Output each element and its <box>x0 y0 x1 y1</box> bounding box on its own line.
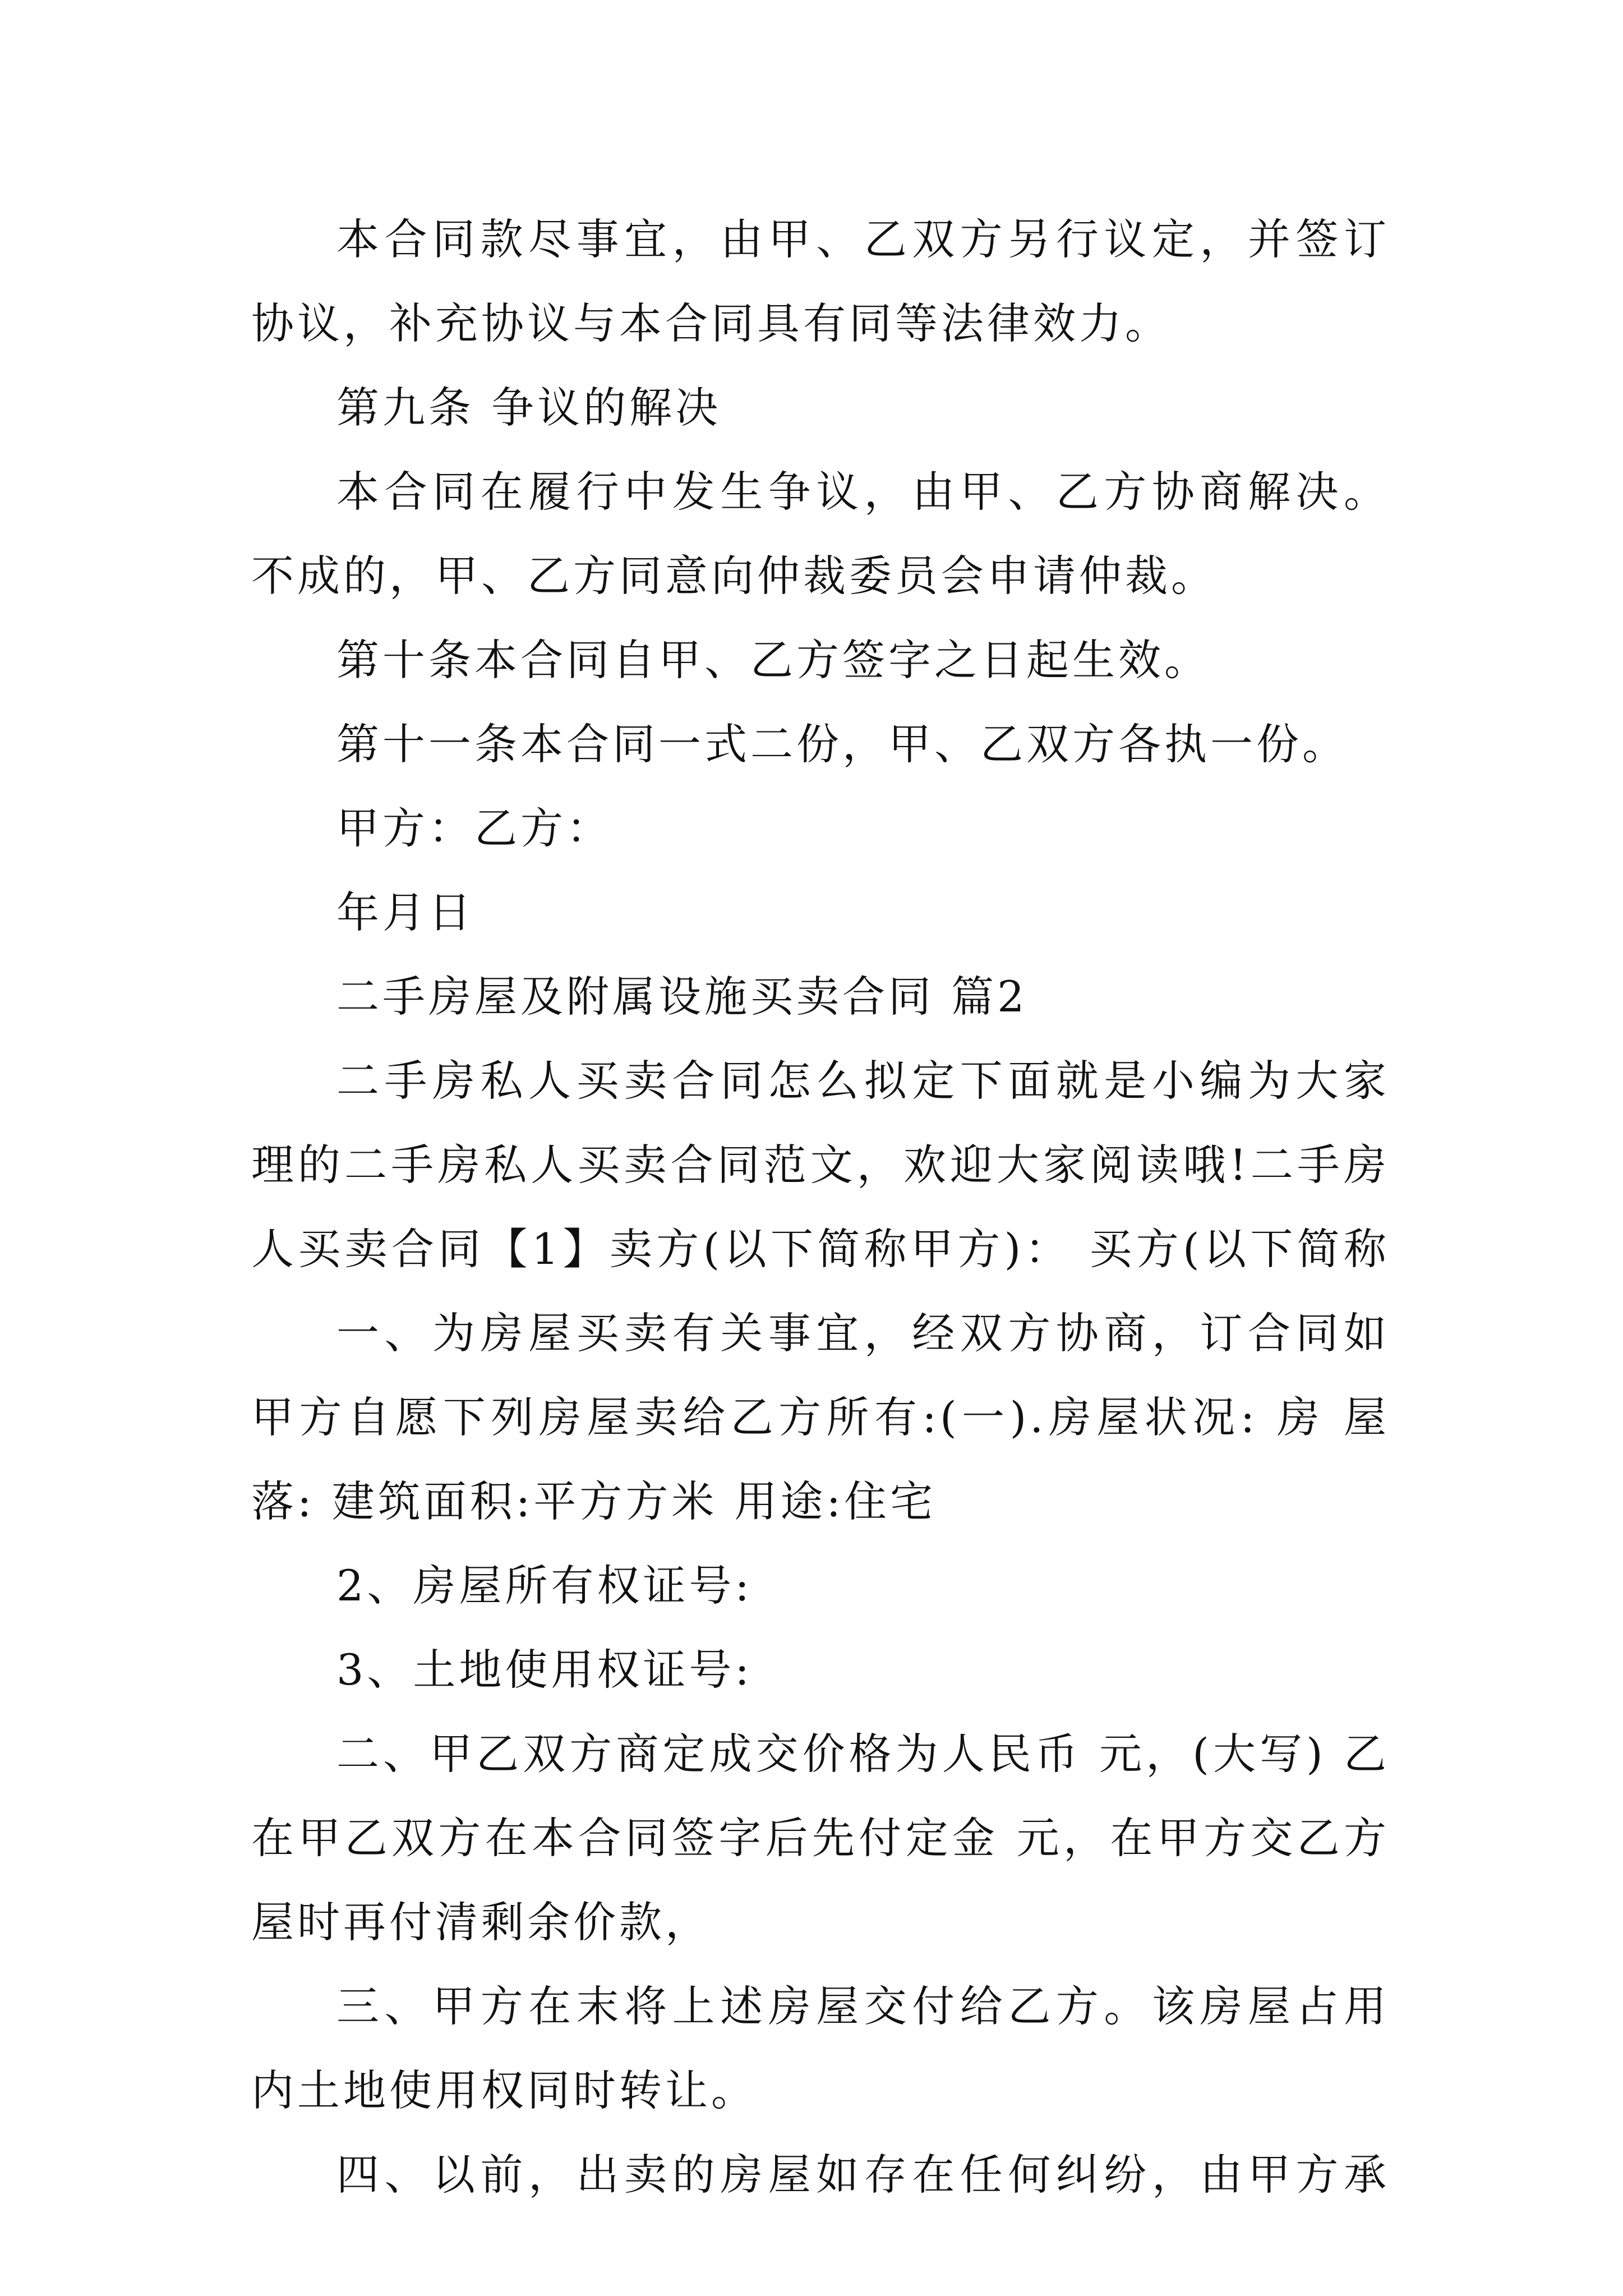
paragraph-line: 本合同在履行中发生争议，由甲、乙方协商解决。 <box>336 467 1390 517</box>
paragraph-line: 3、土地使用权证号: <box>336 1645 753 1695</box>
document-page <box>251 197 1390 2217</box>
paragraph-line: 第十一条本合同一式二份，甲、乙双方各执一份。 <box>336 719 1348 769</box>
paragraph-line: 屋时再付清剩余价款， <box>251 1897 711 1947</box>
paragraph-line: 第十条本合同自甲、乙方签字之日起生效。 <box>336 635 1210 685</box>
paragraph-line: 二手房私人买卖合同怎么拟定下面就是小编为大家 <box>336 1056 1390 1106</box>
signature-parties: 甲方：乙方： <box>336 803 612 853</box>
signature-date: 年月日 <box>336 887 474 937</box>
paragraph-line: 协议，补充协议与本合同具有同等法律效力。 <box>251 298 1171 348</box>
paragraph-line: 一、为房屋买卖有关事宜，经双方协商，订合同如 <box>336 1308 1390 1358</box>
contract-title: 二手房屋及附属设施买卖合同 篇2 <box>336 972 1028 1022</box>
paragraph-line: 甲方自愿下列房屋卖给乙方所有:(一).房屋状况: 房 屋 <box>251 1392 1390 1442</box>
paragraph-line: 不成的，甲、乙方同意向仲裁委员会申请仲裁。 <box>251 551 1217 601</box>
paragraph-line: 三、甲方在末将上述房屋交付给乙方。该房屋占用 <box>336 1981 1390 2031</box>
paragraph-line: 内土地使用权同时转让。 <box>251 2065 757 2115</box>
paragraph-line: 四、以前，出卖的房屋如存在任何纠纷，由甲方承 <box>336 2150 1390 2200</box>
paragraph-line: 人买卖合同【1】卖方(以下简称甲方)： 买方(以下简称 <box>251 1224 1390 1274</box>
paragraph-line: 二、甲乙双方商定成交价格为人民币 元，(大写) 乙 <box>336 1729 1390 1779</box>
paragraph-line: 2、房屋所有权证号: <box>336 1561 753 1611</box>
paragraph-line: 理的二手房私人买卖合同范文，欢迎大家阅读哦!二手房 <box>251 1140 1390 1190</box>
paragraph-line: 落: 建筑面积:平方方米 用途:住宅 <box>251 1476 937 1526</box>
paragraph-line: 本合同款尽事宜，由甲、乙双方另行议定，并签订 <box>336 214 1390 264</box>
paragraph-line: 在甲乙双方在本合同签字后先付定金 元，在甲方交乙方 <box>251 1813 1390 1863</box>
section-heading: 第九条 争议的解决 <box>336 383 722 432</box>
